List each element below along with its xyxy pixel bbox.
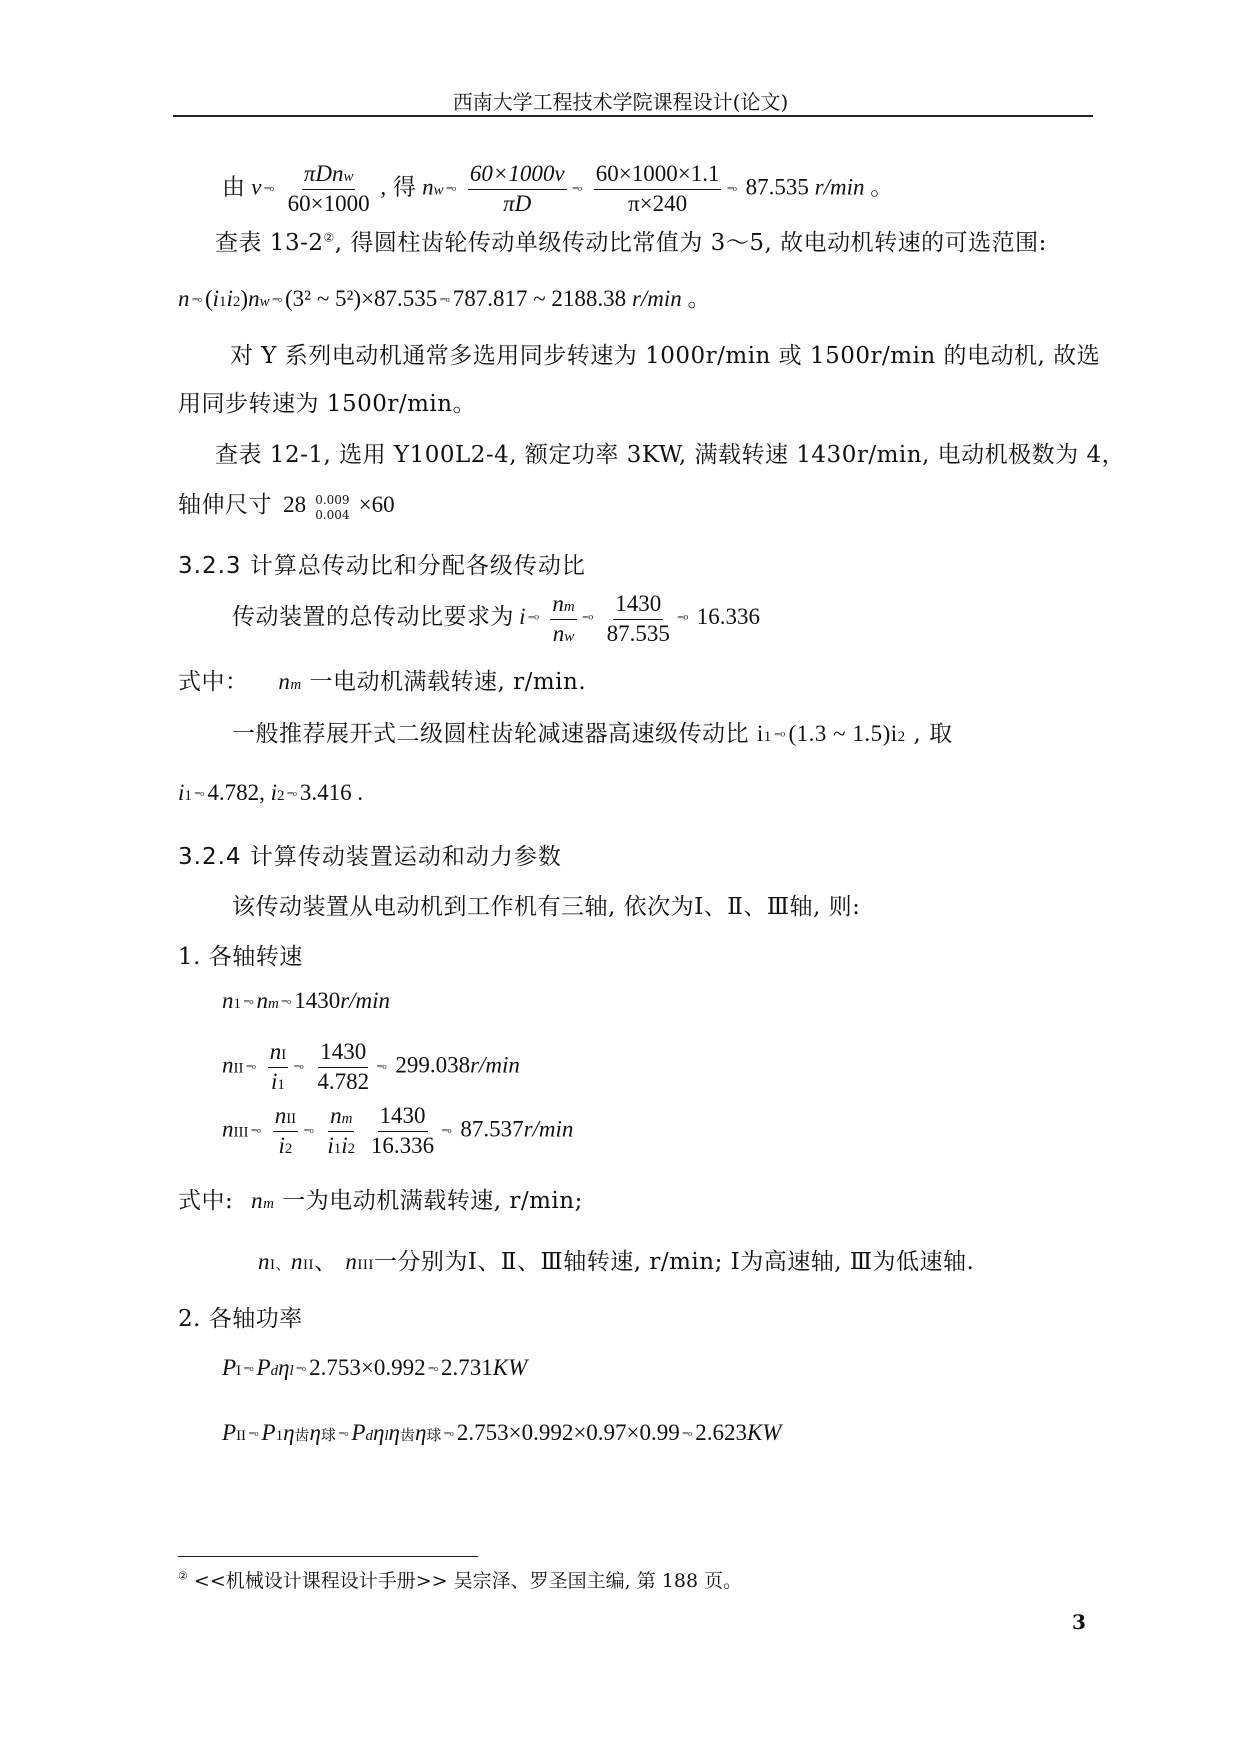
- equation-speed-range: n ⁼ᵒ (i1i2)nw ⁼ᵒ (3² ~ 5²)×87.535 ⁼ᵒ 787.817 ~ 2188.38 r/min 。: [178, 286, 711, 311]
- equation-p1: PI ⁼ᵒ Pdηl ⁼ᵒ 2.753×0.992 ⁼ᵒ 2.731KW: [222, 1355, 528, 1380]
- paragraph-shafts: 该传动装置从电动机到工作机有三轴, 依次为Ⅰ、Ⅱ、Ⅲ轴, 则:: [232, 894, 861, 920]
- fraction: $\frac{nI}{i1}$: [269, 1039, 287, 1094]
- equation-p2: PII ⁼ᵒ P1η齿η球 ⁼ᵒ Pdηlη齿η球 ⁼ᵒ 2.753×0.992×0.97×0.99 ⁼ᵒ 2.623KW: [222, 1420, 782, 1445]
- paragraph-ratio-split: 一般推荐展开式二级圆柱齿轮减速器高速级传动比 i1 ⁼ᵒ (1.3 ~ 1.5)i2 , 取: [232, 721, 953, 747]
- equation-total-ratio: 传动装置的总传动比要求为 i ⁼ᵒ $\frac{nm}{nw}$ ⁼ᵒ $\frac{1430}{87.535}$ ⁼ᵒ 16.336: [232, 590, 760, 649]
- equation-n2: nII ⁼ᵒ $\frac{nI}{i1}$ ⁼ᵒ $\frac{1430}{4.782}$ ⁼ᵒ 299.038r/min: [222, 1038, 520, 1097]
- page-number: 3: [1072, 1610, 1086, 1634]
- fraction: $\frac{nm}{i1i2}$: [327, 1103, 356, 1158]
- fraction: $\frac{60\times 1000\times 1.1}{\pi\times 240}$: [595, 161, 720, 216]
- section-heading-3-2-3: 3.2.3 计算总传动比和分配各级传动比: [178, 553, 586, 579]
- paragraph-sync-speed-cont: 用同步转速为 1500r/min。: [178, 391, 477, 417]
- footnote: ② <<机械设计课程设计手册>> 吴宗泽、罗圣国主编, 第 188 页。: [178, 1569, 743, 1592]
- fraction: $\frac{nm}{nw}$: [552, 591, 575, 646]
- equation-n3: nIII ⁼ᵒ $\frac{\text{nII}}{i2}$ ⁼ᵒ $\frac{nm}{i1i2}$ $\frac{1430}{16.336}$ ⁼ᵒ 87.537r/min: [222, 1102, 573, 1161]
- equation-n1: n1 ⁼ᵒ nm ⁼ᵒ 1430r/min: [222, 988, 391, 1013]
- paragraph-ratio-range: 查表 13-2②, 得圆柱齿轮传动单级传动比常值为 3～5, 故电动机转速的可选范围:: [215, 230, 1047, 256]
- equation-nw: 由 ν ⁼ᵒ $\frac{\text{πDnw}}{60\times 1000}$ , 得 nw ⁼ᵒ $\frac{60\times 1000\nu}{\pi D}$ ⁼ᵒ $\frac{60\times 1000\times 1.1}{\pi\times 240}$ ⁼ᵒ 87.535 r/min 。: [222, 160, 893, 219]
- fraction: $\frac{1430}{4.782}$: [317, 1039, 370, 1094]
- footnote-rule: [178, 1556, 478, 1557]
- definition-nm-2: 式中: nm 一为电动机满载转速, r/min;: [178, 1188, 583, 1214]
- equation-ratio-values: i1 ⁼ᵒ 4.782, i2 ⁼ᵒ 3.416 .: [178, 780, 364, 805]
- fraction: $\frac{1430}{16.336}$: [370, 1103, 435, 1158]
- paragraph-sync-speed: 对 Y 系列电动机通常多选用同步转速为 1000r/min 或 1500r/min 的电动机, 故选: [230, 343, 1101, 369]
- page-header: 西南大学工程技术学院课程设计(论文): [452, 90, 789, 114]
- section-heading-3-2-4: 3.2.4 计算传动装置运动和动力参数: [178, 844, 562, 870]
- subheading-shaft-power: 2. 各轴功率: [178, 1306, 303, 1332]
- header-rule: [173, 115, 1093, 117]
- subheading-shaft-speeds: 1. 各轴转速: [178, 944, 303, 970]
- fraction: $\frac{1430}{87.535}$: [606, 591, 670, 646]
- shaft-dimension: 轴伸尺寸 28 0.009 0.004 ×60: [178, 492, 395, 522]
- paragraph-motor-select: 查表 12-1, 选用 Y100L2-4, 额定功率 3KW, 满载转速 1430r/min, 电动机极数为 4，: [215, 442, 1126, 468]
- fraction: $\frac{\text{nII}}{i2}$: [274, 1103, 297, 1158]
- fraction: $\frac{60\times 1000\nu}{\pi D}$: [469, 161, 565, 216]
- definition-shaft-speeds: nI、nII、 nIII一分别为Ⅰ、Ⅱ、Ⅲ轴转速, r/min; Ⅰ为高速轴, Ⅲ为低速轴.: [258, 1249, 975, 1275]
- definition-nm: 式中： nm 一电动机满载转速, r/min.: [178, 669, 587, 695]
- fraction: $\frac{\text{πDnw}}{60\times 1000}$: [287, 161, 370, 216]
